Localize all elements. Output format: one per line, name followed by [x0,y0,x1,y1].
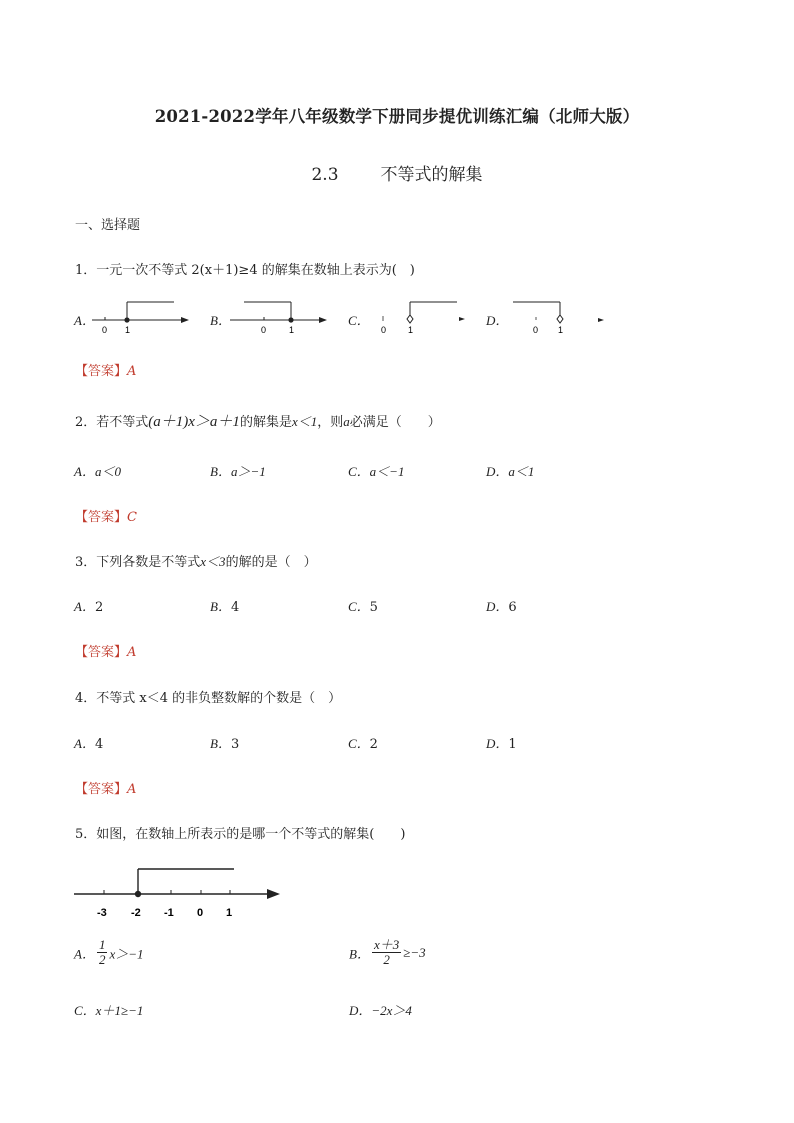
q1-c-tick-0: 0 [381,325,387,335]
q1-b-tick-1: 1 [289,325,295,335]
q5-tick-2: -1 [164,907,174,919]
q1-answer: 【答案】A [75,364,137,379]
q4-option-b: B．3 [210,736,240,752]
q2-option-b: B．a＞−1 [210,464,266,479]
q5-tick-1: -2 [131,907,141,919]
page-title: 2021-2022学年八年级数学下册同步提优训练汇编（北师大版） [154,107,640,126]
question-3-stem: 3．下列各数是不等式x＜3的解的是（ ） [75,554,317,570]
q1-option-b-numberline [230,296,330,336]
section-heading: 一、选择题 [75,218,141,233]
q1-option-c-numberline [375,296,475,336]
question-1-stem: 1．一元一次不等式 2(x＋1)≥4 的解集在数轴上表示为( ) [75,263,415,278]
q1-d-tick-1: 1 [558,325,564,335]
section-subtitle [0,160,794,185]
question-2-stem: 2．若不等式(a＋1)x＞a＋1的解集是x＜1，则a必满足（ ） [75,414,441,430]
q5-tick-4: 1 [226,907,233,919]
q3-option-a: A．2 [74,599,104,615]
q1-option-a-numberline [92,296,192,336]
question-4-stem: 4．不等式 x＜4 的非负整数解的个数是（ ） [75,691,342,706]
q2-option-d: D．a＜1 [486,464,535,479]
q1-a-tick-1: 1 [125,325,131,335]
q4-option-c: C．2 [348,736,378,752]
subtitle-text: 不等式的解集 [380,165,483,185]
q1-b-tick-0: 0 [261,325,267,335]
q4-option-d: D．1 [486,736,517,752]
q5-numberline-figure [74,860,284,922]
q5-a-fraction: $\frac{1}{2}$ [98,937,106,968]
q4-answer: 【答案】A [75,782,137,797]
q1-option-d-numberline [508,296,618,336]
q5-tick-3: 0 [197,907,204,919]
q5-option-c: C．x＋1≥−1 [74,1003,144,1018]
q5-b-fraction: $\frac{x+3}{2}$ [373,937,400,968]
q1-a-tick-0: 0 [102,325,108,335]
q3-option-d: D．6 [486,599,517,615]
subtitle-number: 2.3 [311,165,339,185]
q1-option-d-label: D． [486,313,509,328]
q3-option-c: C．5 [348,599,378,615]
q3-answer: 【答案】A [75,645,137,660]
q1-c-tick-1: 1 [408,325,414,335]
q2-option-c: C．a＜−1 [348,464,405,479]
q1-option-b-label: B． [210,313,231,328]
q4-option-a: A．4 [74,736,104,752]
q5-option-b: B． $\frac{x+3}{2}$ ≥−3 [349,937,426,968]
q1-option-a-label: A． [74,313,95,328]
q1-option-c-label: C． [348,313,370,328]
q5-option-a: A． $\frac{1}{2}$ x＞−1 [74,937,144,968]
q5-option-d: D．−2x＞4 [349,1003,412,1018]
q2-option-a: A．a＜0 [74,464,121,479]
q1-d-tick-0: 0 [533,325,539,335]
question-5-stem: 5．如图，在数轴上所表示的是哪一个不等式的解集( ) [75,827,406,842]
q2-answer: 【答案】C [75,510,137,525]
q5-tick-0: -3 [97,907,107,919]
q3-option-b: B．4 [210,599,240,615]
